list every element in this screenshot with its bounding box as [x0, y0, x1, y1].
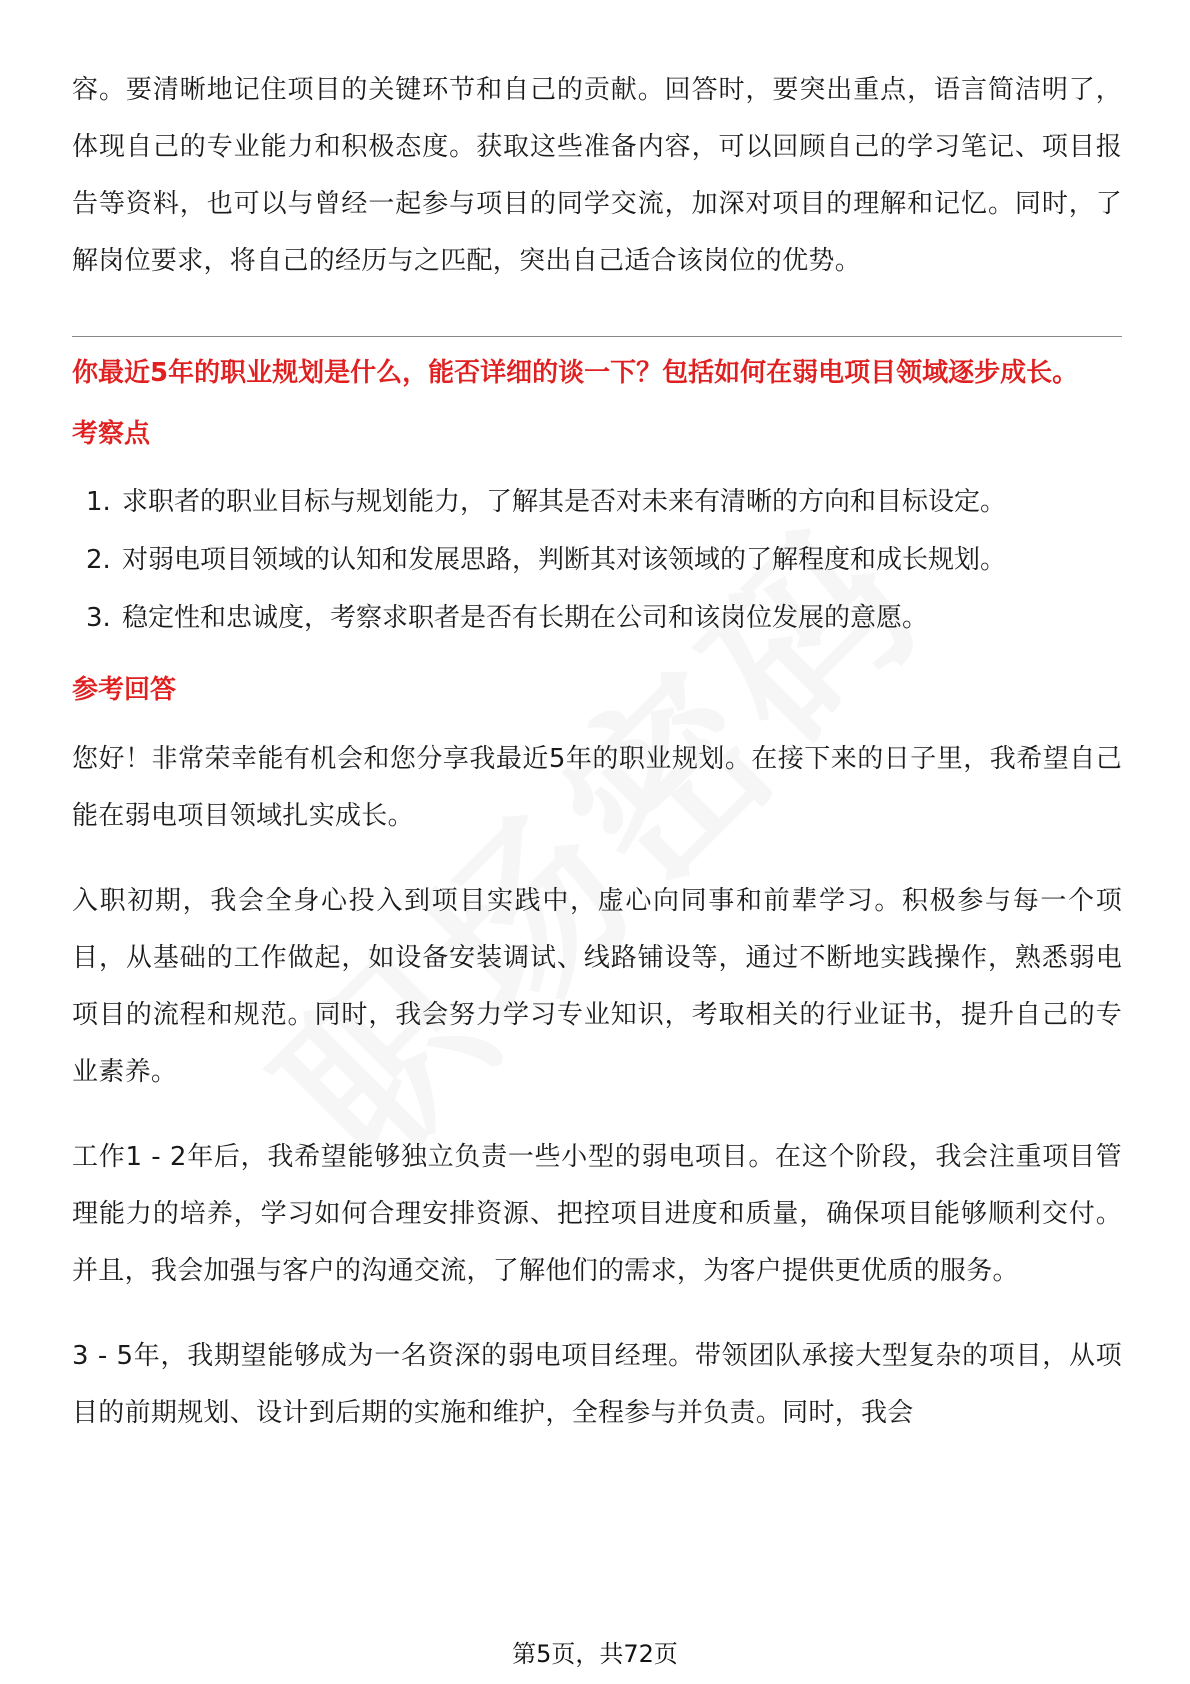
answer-paragraph: 3 - 5年，我期望能够成为一名资深的弱电项目经理。带领团队承接大型复杂的项目，从项目的前期规划、设计到后期的实施和维护，全程参与并负责。同时，我会 — [72, 1341, 1122, 1428]
question-title: 你最近5年的职业规划是什么，能否详细的谈一下？包括如何在弱电项目领域逐步成长。 — [72, 358, 1079, 388]
list-text: 对弱电项目领域的认知和发展思路，判断其对该领域的了解程度和成长规划。 — [122, 545, 1007, 575]
list-item — [72, 531, 1122, 589]
section-divider — [72, 336, 1122, 337]
list-text: 稳定性和忠诚度，考察求职者是否有长期在公司和该岗位发展的意愿。 — [122, 603, 929, 633]
assessment-list — [72, 473, 1122, 647]
assessment-heading: 考察点 — [72, 419, 151, 449]
answer-paragraph: 您好！非常荣幸能有机会和您分享我最近5年的职业规划。在接下来的日子里，我希望自己能在弱电项目领域扎实成长。 — [72, 744, 1122, 831]
answer-paragraph: 入职初期，我会全身心投入到项目实践中，虚心向同事和前辈学习。积极参与每一个项目，从基础的工作做起，如设备安装调试、线路铺设等，通过不断地实践操作，熟悉弱电项目的流程和规范。同时，我会努力学习专业知识，考取相关的行业证书，提升自己的专业素养。 — [72, 886, 1122, 1087]
list-item — [72, 473, 1122, 531]
list-number: 3. — [86, 603, 111, 633]
page-footer: 第5页，共72页 — [512, 1640, 678, 1668]
intro-paragraph: 容。要清晰地记住项目的关键环节和自己的贡献。回答时，要突出重点，语言简洁明了，体现自己的专业能力和积极态度。获取这些准备内容，可以回顾自己的学习笔记、项目报告等资料，也可以与曾经一起参与项目的同学交流，加深对项目的理解和记忆。同时，了解岗位要求，将自己的经历与之匹配，突出自己适合该岗位的优势。 — [72, 75, 1122, 276]
page-content — [72, 62, 1122, 1442]
list-number: 2. — [86, 545, 111, 575]
answer-heading: 参考回答 — [72, 675, 177, 705]
list-text: 求职者的职业目标与规划能力，了解其是否对未来有清晰的方向和目标设定。 — [122, 487, 1007, 517]
list-number: 1. — [86, 487, 111, 517]
answer-paragraph: 工作1 - 2年后，我希望能够独立负责一些小型的弱电项目。在这个阶段，我会注重项目管理能力的培养，学习如何合理安排资源、把控项目进度和质量，确保项目能够顺利交付。并且，我会加强与客户的沟通交流，了解他们的需求，为客户提供更优质的服务。 — [72, 1142, 1122, 1286]
list-item — [72, 589, 1122, 647]
